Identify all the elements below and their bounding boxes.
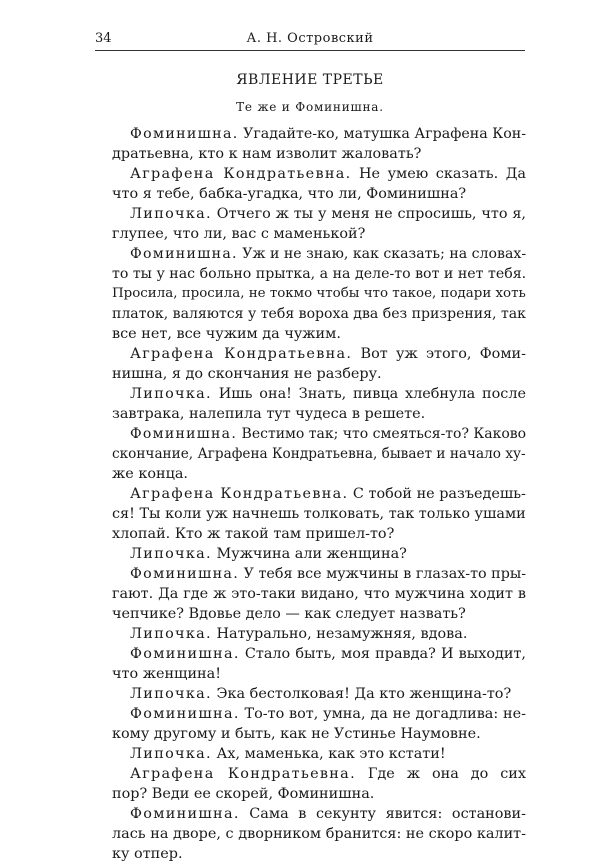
- speaker-name: Фоминишна.: [130, 646, 240, 662]
- page-header: [95, 28, 525, 51]
- speaker-name: Липочка.: [130, 746, 212, 762]
- line-text: ся! Ты коли уж начнешь толковать, так только ушами: [112, 506, 526, 522]
- text-line: [112, 204, 526, 224]
- text-line: [112, 384, 526, 404]
- text-line: [112, 484, 526, 504]
- line-text: скончание, Аграфена Кондратьевна, бывает и начало ху-: [112, 446, 526, 462]
- text-line: [112, 664, 526, 684]
- speaker-name: Аграфена Кондратьевна.: [130, 346, 353, 362]
- speaker-name: Липочка.: [130, 626, 212, 642]
- line-text: все нет, все чужим да чужим.: [112, 326, 341, 342]
- line-text: Сама в секунту явится: останови-: [239, 806, 526, 822]
- text-line: [112, 724, 526, 744]
- line-text: лась на дворе, с дворником бранится: не скоро калит-: [112, 826, 526, 842]
- line-text: кому другому и быть, как не Устинье Наумовне.: [112, 726, 481, 742]
- scene-cast: Те же и Фоминишна.: [236, 100, 384, 114]
- text-line: [112, 644, 526, 664]
- scene-title: ЯВЛЕНИЕ ТРЕТЬЕ: [236, 72, 384, 88]
- text-line: [112, 404, 526, 424]
- line-text: Отчего ж ты у меня не спросишь, что я,: [211, 206, 526, 222]
- line-text: то ты у нас больно прытка, а на деле-то вот и нет тебя.: [112, 266, 527, 282]
- line-text: Вот уж этого, Фоми-: [352, 346, 526, 362]
- text-line: [112, 324, 526, 344]
- text-line: [112, 444, 526, 464]
- text-line: [112, 784, 526, 804]
- dialogue-text: [112, 124, 526, 864]
- speaker-name: Фоминишна.: [130, 566, 240, 582]
- text-line: [112, 704, 526, 724]
- text-line: [112, 164, 526, 184]
- speaker-name: Липочка.: [130, 206, 212, 222]
- line-text: Уж и не знаю, как сказать; на словах-: [237, 246, 527, 262]
- text-line: [112, 464, 526, 484]
- speaker-name: Фоминишна.: [130, 126, 239, 142]
- text-line: [112, 124, 526, 144]
- text-line: [112, 604, 526, 624]
- text-line: [112, 424, 526, 444]
- text-line: [112, 824, 526, 844]
- speaker-name: Аграфена Кондратьевна.: [130, 766, 356, 782]
- text-line: [112, 184, 526, 204]
- page-number: 34: [95, 31, 112, 46]
- line-text: Ах, маменька, как это кстати!: [211, 746, 446, 762]
- line-text: платок, валяются у тебя вороха два без призрения, так: [112, 306, 526, 322]
- line-text: У тебя все мужчины в глазах-то пры-: [239, 566, 527, 582]
- line-text: Вестимо так; что смеяться-то? Каково: [237, 426, 527, 442]
- text-line: [112, 564, 526, 584]
- line-text: ку отпер.: [112, 846, 183, 862]
- text-line: [112, 844, 526, 864]
- speaker-name: Фоминишна.: [130, 706, 240, 722]
- text-line: [112, 764, 526, 784]
- line-text: пор? Веди ее скорей, Фоминишна.: [112, 786, 375, 802]
- line-text: Стало быть, моя правда? И выходит,: [239, 646, 526, 662]
- speaker-name: Фоминишна.: [130, 806, 240, 822]
- line-text: что женщина!: [112, 666, 221, 682]
- text-line: [112, 684, 526, 704]
- speaker-name: Аграфена Кондратьевна.: [130, 486, 349, 502]
- line-text: дратьевна, кто к нам изволит жаловать?: [112, 146, 422, 162]
- line-text: Эка бестолковая! Да кто женщина-то?: [211, 686, 512, 702]
- text-line: [112, 244, 526, 264]
- text-line: [112, 284, 526, 304]
- text-line: [112, 744, 526, 764]
- line-text: глупее, что ли, вас с маменькой?: [112, 226, 366, 242]
- text-line: [112, 364, 526, 384]
- line-text: Мужчина али женщина?: [211, 546, 407, 562]
- speaker-name: Липочка.: [130, 686, 212, 702]
- text-line: [112, 584, 526, 604]
- running-head: А. Н. Островский: [246, 31, 374, 46]
- text-line: [112, 224, 526, 244]
- text-line: [112, 624, 526, 644]
- line-text: Угадайте-ко, матушка Аграфена Кон-: [238, 126, 527, 142]
- line-text: хлопай. Кто ж такой там пришел-то?: [112, 526, 395, 542]
- speaker-name: Липочка.: [130, 546, 212, 562]
- text-line: [112, 344, 526, 364]
- line-text: С тобой не разъедешь-: [348, 486, 526, 502]
- speaker-name: Аграфена Кондратьевна.: [130, 166, 352, 182]
- speaker-name: Фоминишна.: [130, 426, 238, 442]
- text-line: [112, 144, 526, 164]
- text-line: [112, 264, 526, 284]
- line-text: Просила, просила, не токмо чтобы что такое, подари хоть: [112, 286, 526, 301]
- line-text: Ишь она! Знать, пивца хлебнула после: [211, 386, 526, 402]
- text-line: [112, 544, 526, 564]
- text-line: [112, 524, 526, 544]
- speaker-name: Липочка.: [130, 386, 212, 402]
- text-line: [112, 504, 526, 524]
- line-text: гают. Да где ж это-таки видано, что мужчина ходит в: [112, 586, 526, 602]
- line-text: завтрака, налепила тут чудеса в решете.: [112, 406, 426, 422]
- text-line: [112, 804, 526, 824]
- speaker-name: Фоминишна.: [130, 246, 238, 262]
- line-text: Где ж она до сих: [355, 766, 526, 782]
- line-text: что я тебе, бабка-угадка, что ли, Фоминишна?: [112, 186, 467, 202]
- line-text: чепчике? Вдовье дело — как следует назвать?: [112, 606, 466, 622]
- line-text: Натурально, незамужняя, вдова.: [211, 626, 468, 642]
- line-text: Не умею сказать. Да: [351, 166, 527, 182]
- line-text: То-то вот, умна, да не догадлива: не-: [239, 706, 526, 722]
- line-text: нишна, я до скончания не разберу.: [112, 366, 382, 382]
- line-text: же конца.: [112, 466, 188, 482]
- text-line: [112, 304, 526, 324]
